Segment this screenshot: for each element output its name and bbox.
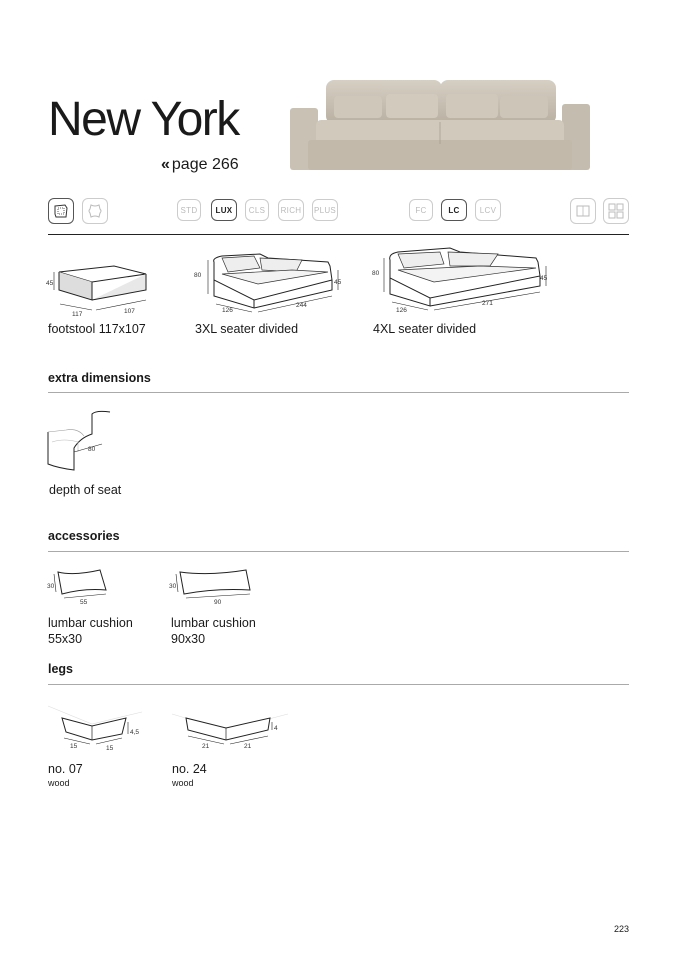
4xl-seater-diagram xyxy=(370,246,554,316)
extra-caption: depth of seat xyxy=(49,483,122,497)
lumbar-cushion-90-diagram xyxy=(166,566,256,608)
badge-lux[interactable]: LUX xyxy=(211,199,237,221)
dim-seat-depth: 80 xyxy=(88,446,96,453)
dim-depth: 126 xyxy=(222,307,233,314)
module-single-icon xyxy=(574,202,592,220)
dim-seat-height: 45 xyxy=(540,275,548,282)
dim-height: 30 xyxy=(169,583,177,590)
leg-material: wood xyxy=(172,778,194,788)
dim-seat-height: 45 xyxy=(334,279,342,286)
header-divider xyxy=(48,234,629,235)
badge-lcv[interactable]: LCV xyxy=(475,199,501,221)
page-reference-text: page 266 xyxy=(171,156,239,173)
page-number: 223 xyxy=(614,924,630,934)
accessory-caption-line2: 90x30 xyxy=(171,632,206,646)
leather-option-icon[interactable] xyxy=(82,198,108,224)
section-divider xyxy=(48,684,629,685)
footstool-diagram xyxy=(44,262,154,318)
leg-24-diagram xyxy=(168,700,292,756)
dim-depth: 107 xyxy=(124,308,135,315)
section-divider xyxy=(48,392,629,393)
page-reference-link[interactable] xyxy=(161,156,239,174)
fabric-swatch-icon xyxy=(52,202,70,220)
model-caption-4xl: 4XL seater divided xyxy=(373,322,477,336)
dim-height: 4 xyxy=(274,725,278,732)
seat-depth-diagram xyxy=(44,408,116,474)
badge-cls[interactable]: CLS xyxy=(245,199,269,221)
accessory-caption-line1: lumbar cushion xyxy=(171,616,256,630)
section-heading-legs: legs xyxy=(48,662,74,676)
section-heading-accessories: accessories xyxy=(48,529,120,543)
dim-width: 55 xyxy=(80,599,88,606)
leather-hide-icon xyxy=(86,202,104,220)
dim-height: 45 xyxy=(46,280,54,287)
dim-depth: 21 xyxy=(202,743,210,750)
dim-depth: 126 xyxy=(396,307,407,314)
badge-plus[interactable]: PLUS xyxy=(312,199,338,221)
accessory-caption-line1: lumbar cushion xyxy=(48,616,133,630)
badge-rich[interactable]: RICH xyxy=(278,199,304,221)
leg-material: wood xyxy=(48,778,70,788)
dim-height: 80 xyxy=(194,272,202,279)
double-chevron-left-icon: « xyxy=(161,156,170,173)
single-module-icon[interactable] xyxy=(570,198,596,224)
dim-width: 271 xyxy=(482,300,493,307)
dim-height: 4,5 xyxy=(130,729,140,736)
badge-lc[interactable]: LC xyxy=(441,199,467,221)
accessory-caption-line2: 55x30 xyxy=(48,632,83,646)
dim-width: 244 xyxy=(296,302,307,309)
section-divider xyxy=(48,551,629,552)
leg-name: no. 24 xyxy=(172,762,207,776)
dim-width: 21 xyxy=(244,743,252,750)
model-caption-3xl: 3XL seater divided xyxy=(195,322,299,336)
dim-width: 15 xyxy=(106,745,114,752)
module-grid-icon xyxy=(607,202,625,220)
badge-fc[interactable]: FC xyxy=(409,199,433,221)
sofa-product-image xyxy=(290,78,590,172)
dim-depth: 15 xyxy=(70,743,78,750)
dim-width: 117 xyxy=(72,311,83,318)
page-title: New York xyxy=(48,93,239,146)
section-heading-extra-dimensions: extra dimensions xyxy=(48,371,151,385)
leg-07-diagram xyxy=(46,700,146,756)
dim-width: 90 xyxy=(214,599,222,606)
lumbar-cushion-55-diagram xyxy=(44,566,110,608)
dim-height: 30 xyxy=(47,583,55,590)
model-caption-footstool: footstool 117x107 xyxy=(48,322,146,336)
leg-name: no. 07 xyxy=(48,762,83,776)
3xl-seater-diagram xyxy=(192,250,348,316)
combination-icon[interactable] xyxy=(603,198,629,224)
badge-std[interactable]: STD xyxy=(177,199,201,221)
fabric-option-icon[interactable] xyxy=(48,198,74,224)
dim-height: 80 xyxy=(372,270,380,277)
